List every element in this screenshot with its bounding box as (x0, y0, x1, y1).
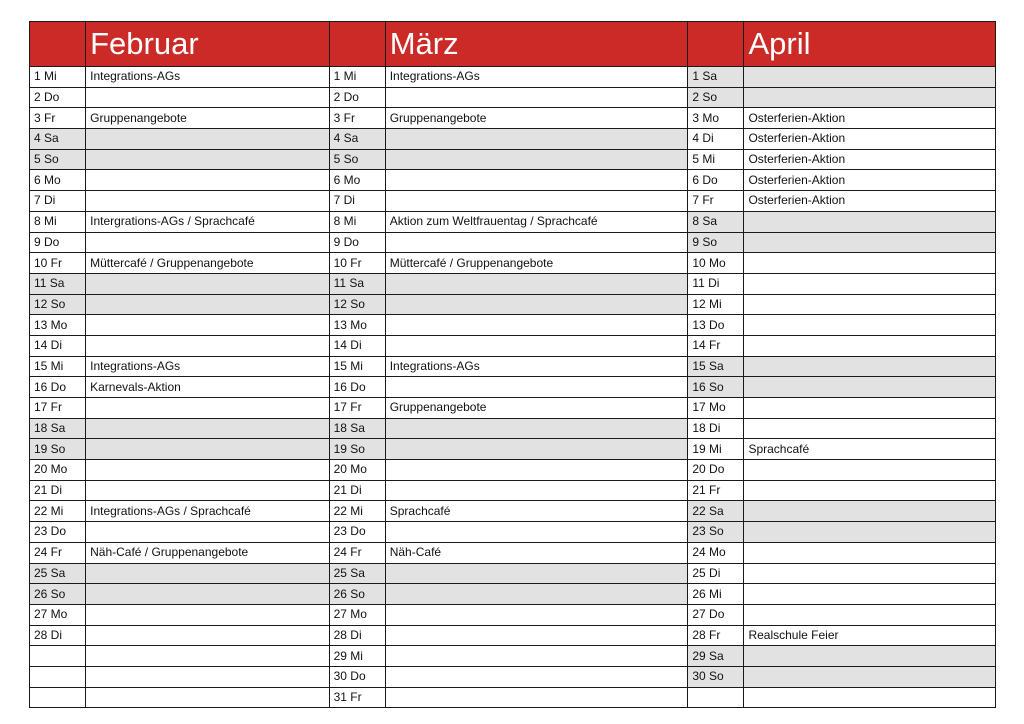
day-event (385, 87, 688, 108)
day-label: 7 Di (30, 191, 86, 212)
day-label: 27 Do (688, 604, 744, 625)
day-row (30, 522, 996, 543)
day-event (86, 191, 330, 212)
day-event (86, 563, 330, 584)
month-title: Februar (86, 22, 330, 67)
day-label: 12 So (329, 294, 385, 315)
day-label: 4 Sa (30, 129, 86, 150)
day-event: Osterferien-Aktion (744, 108, 996, 129)
day-event (385, 232, 688, 253)
day-event (385, 625, 688, 646)
day-event (385, 377, 688, 398)
day-label: 22 Mi (30, 501, 86, 522)
day-label: 23 Do (329, 522, 385, 543)
day-label: 1 Mi (329, 67, 385, 88)
day-label: 15 Mi (30, 356, 86, 377)
day-event (385, 460, 688, 481)
day-row (30, 129, 996, 150)
day-event (385, 149, 688, 170)
day-event (744, 87, 996, 108)
day-row (30, 563, 996, 584)
day-event (744, 604, 996, 625)
day-event (86, 273, 330, 294)
day-label: 4 Di (688, 129, 744, 150)
day-event (86, 480, 330, 501)
day-label: 28 Fr (688, 625, 744, 646)
day-event: Gruppenangebote (385, 398, 688, 419)
day-event (86, 604, 330, 625)
day-label: 21 Di (30, 480, 86, 501)
day-row (30, 501, 996, 522)
day-event (744, 377, 996, 398)
day-label: 28 Di (30, 625, 86, 646)
day-label: 1 Mi (30, 67, 86, 88)
day-event: Karnevals-Aktion (86, 377, 330, 398)
day-row (30, 108, 996, 129)
day-event: Sprachcafé (744, 439, 996, 460)
day-row (30, 273, 996, 294)
day-row (30, 439, 996, 460)
day-label: 25 Sa (329, 563, 385, 584)
day-row (30, 232, 996, 253)
month-title: März (385, 22, 688, 67)
day-event (744, 315, 996, 336)
day-event (744, 67, 996, 88)
day-event: Gruppenangebote (385, 108, 688, 129)
day-event (744, 294, 996, 315)
day-label: 17 Fr (30, 398, 86, 419)
day-event (385, 191, 688, 212)
day-event (385, 170, 688, 191)
day-label: 21 Di (329, 480, 385, 501)
day-event (744, 542, 996, 563)
day-event: Osterferien-Aktion (744, 129, 996, 150)
day-label: 12 So (30, 294, 86, 315)
day-event (744, 398, 996, 419)
day-label: 10 Mo (688, 253, 744, 274)
day-event: Gruppenangebote (86, 108, 330, 129)
day-event (744, 253, 996, 274)
day-event (86, 460, 330, 481)
day-event (385, 294, 688, 315)
day-event (744, 501, 996, 522)
day-label: 17 Mo (688, 398, 744, 419)
day-label: 11 Di (688, 273, 744, 294)
day-label: 22 Sa (688, 501, 744, 522)
day-row (30, 87, 996, 108)
day-label: 11 Sa (329, 273, 385, 294)
day-label: 26 So (30, 584, 86, 605)
day-label: 8 Mi (329, 211, 385, 232)
day-label: 18 Di (688, 418, 744, 439)
day-event (86, 625, 330, 646)
day-row (30, 480, 996, 501)
day-row (30, 67, 996, 88)
day-event (86, 170, 330, 191)
day-event (86, 232, 330, 253)
day-event (385, 687, 688, 708)
day-label: 7 Fr (688, 191, 744, 212)
day-label: 16 Do (30, 377, 86, 398)
day-label: 2 So (688, 87, 744, 108)
day-label: 8 Sa (688, 211, 744, 232)
day-label: 24 Fr (329, 542, 385, 563)
day-label: 13 Mo (329, 315, 385, 336)
day-label: 31 Fr (329, 687, 385, 708)
day-label: 3 Fr (329, 108, 385, 129)
day-event (86, 584, 330, 605)
day-event: Realschule Feier (744, 625, 996, 646)
day-event: Integrations-AGs (86, 67, 330, 88)
day-event: Näh-Café (385, 542, 688, 563)
month-header-corner (329, 22, 385, 67)
day-label: 18 Sa (30, 418, 86, 439)
day-event: Integrations-AGs (385, 356, 688, 377)
day-event (86, 418, 330, 439)
day-label: 16 Do (329, 377, 385, 398)
day-label: 2 Do (30, 87, 86, 108)
day-event (385, 563, 688, 584)
day-label: 19 Mi (688, 439, 744, 460)
day-event (744, 584, 996, 605)
day-event (744, 418, 996, 439)
day-label (30, 646, 86, 667)
day-row (30, 356, 996, 377)
day-label: 27 Mo (30, 604, 86, 625)
day-label: 5 Mi (688, 149, 744, 170)
day-event (385, 604, 688, 625)
day-row (30, 666, 996, 687)
day-label (30, 666, 86, 687)
day-label: 13 Do (688, 315, 744, 336)
day-label: 11 Sa (30, 273, 86, 294)
day-label (688, 687, 744, 708)
day-label: 6 Mo (30, 170, 86, 191)
day-label: 7 Di (329, 191, 385, 212)
day-label: 8 Mi (30, 211, 86, 232)
day-event (744, 687, 996, 708)
day-event (744, 646, 996, 667)
day-event: Müttercafé / Gruppenangebote (385, 253, 688, 274)
day-row (30, 294, 996, 315)
day-label: 3 Fr (30, 108, 86, 129)
day-row (30, 377, 996, 398)
day-label: 2 Do (329, 87, 385, 108)
day-event (744, 460, 996, 481)
day-label: 15 Mi (329, 356, 385, 377)
day-event (744, 211, 996, 232)
day-event (86, 335, 330, 356)
day-label: 12 Mi (688, 294, 744, 315)
month-title: April (744, 22, 996, 67)
day-event (86, 439, 330, 460)
day-event (86, 294, 330, 315)
day-event (385, 584, 688, 605)
calendar-table (29, 21, 996, 708)
day-row (30, 542, 996, 563)
day-event (744, 666, 996, 687)
day-label (30, 687, 86, 708)
day-event (744, 273, 996, 294)
day-label: 10 Fr (329, 253, 385, 274)
day-label: 15 Sa (688, 356, 744, 377)
day-label: 20 Do (688, 460, 744, 481)
day-label: 14 Di (329, 335, 385, 356)
calendar-header-row (30, 22, 996, 67)
day-label: 18 Sa (329, 418, 385, 439)
day-event (385, 129, 688, 150)
day-event: Osterferien-Aktion (744, 149, 996, 170)
day-label: 20 Mo (329, 460, 385, 481)
day-row (30, 253, 996, 274)
day-label: 24 Fr (30, 542, 86, 563)
day-event (385, 646, 688, 667)
day-row (30, 211, 996, 232)
day-event (744, 522, 996, 543)
day-event: Osterferien-Aktion (744, 191, 996, 212)
month-header-corner (688, 22, 744, 67)
day-label: 5 So (30, 149, 86, 170)
month-header-corner (30, 22, 86, 67)
day-event (744, 356, 996, 377)
day-label: 1 Sa (688, 67, 744, 88)
day-label: 5 So (329, 149, 385, 170)
day-event (744, 563, 996, 584)
day-event (86, 522, 330, 543)
day-label: 4 Sa (329, 129, 385, 150)
day-event (86, 87, 330, 108)
day-event (385, 335, 688, 356)
day-event (86, 129, 330, 150)
day-event (86, 315, 330, 336)
day-label: 19 So (30, 439, 86, 460)
day-row (30, 315, 996, 336)
day-label: 14 Fr (688, 335, 744, 356)
day-event (86, 666, 330, 687)
day-event (385, 273, 688, 294)
day-event (744, 232, 996, 253)
day-label: 21 Fr (688, 480, 744, 501)
day-label: 6 Mo (329, 170, 385, 191)
day-label: 30 So (688, 666, 744, 687)
day-row (30, 418, 996, 439)
day-event: Näh-Café / Gruppenangebote (86, 542, 330, 563)
day-label: 9 Do (30, 232, 86, 253)
day-label: 13 Mo (30, 315, 86, 336)
day-row (30, 191, 996, 212)
day-label: 30 Do (329, 666, 385, 687)
day-event: Integrations-AGs / Sprachcafé (86, 501, 330, 522)
day-event (86, 398, 330, 419)
day-label: 23 Do (30, 522, 86, 543)
day-label: 24 Mo (688, 542, 744, 563)
day-label: 20 Mo (30, 460, 86, 481)
day-label: 29 Mi (329, 646, 385, 667)
day-event (385, 666, 688, 687)
day-event (86, 149, 330, 170)
day-event (385, 315, 688, 336)
day-row (30, 604, 996, 625)
day-event: Intergrations-AGs / Sprachcafé (86, 211, 330, 232)
day-event: Aktion zum Weltfrauentag / Sprachcafé (385, 211, 688, 232)
day-label: 19 So (329, 439, 385, 460)
day-label: 22 Mi (329, 501, 385, 522)
day-label: 17 Fr (329, 398, 385, 419)
day-label: 26 Mi (688, 584, 744, 605)
day-label: 6 Do (688, 170, 744, 191)
day-event: Integrations-AGs (385, 67, 688, 88)
day-event (744, 335, 996, 356)
day-event (385, 480, 688, 501)
day-label: 9 Do (329, 232, 385, 253)
day-label: 29 Sa (688, 646, 744, 667)
day-row (30, 646, 996, 667)
day-event (385, 439, 688, 460)
day-label: 9 So (688, 232, 744, 253)
day-row (30, 335, 996, 356)
day-label: 25 Di (688, 563, 744, 584)
day-event (385, 522, 688, 543)
day-event: Integrations-AGs (86, 356, 330, 377)
day-label: 27 Mo (329, 604, 385, 625)
day-label: 25 Sa (30, 563, 86, 584)
day-label: 23 So (688, 522, 744, 543)
day-event: Müttercafé / Gruppenangebote (86, 253, 330, 274)
day-label: 26 So (329, 584, 385, 605)
day-label: 14 Di (30, 335, 86, 356)
day-row (30, 170, 996, 191)
day-event (744, 480, 996, 501)
day-row (30, 460, 996, 481)
day-label: 3 Mo (688, 108, 744, 129)
day-row (30, 625, 996, 646)
day-row (30, 149, 996, 170)
day-row (30, 687, 996, 708)
day-event: Sprachcafé (385, 501, 688, 522)
day-row (30, 398, 996, 419)
day-label: 16 So (688, 377, 744, 398)
day-row (30, 584, 996, 605)
day-label: 10 Fr (30, 253, 86, 274)
day-event (86, 646, 330, 667)
day-event: Osterferien-Aktion (744, 170, 996, 191)
day-event (385, 418, 688, 439)
day-event (86, 687, 330, 708)
day-label: 28 Di (329, 625, 385, 646)
